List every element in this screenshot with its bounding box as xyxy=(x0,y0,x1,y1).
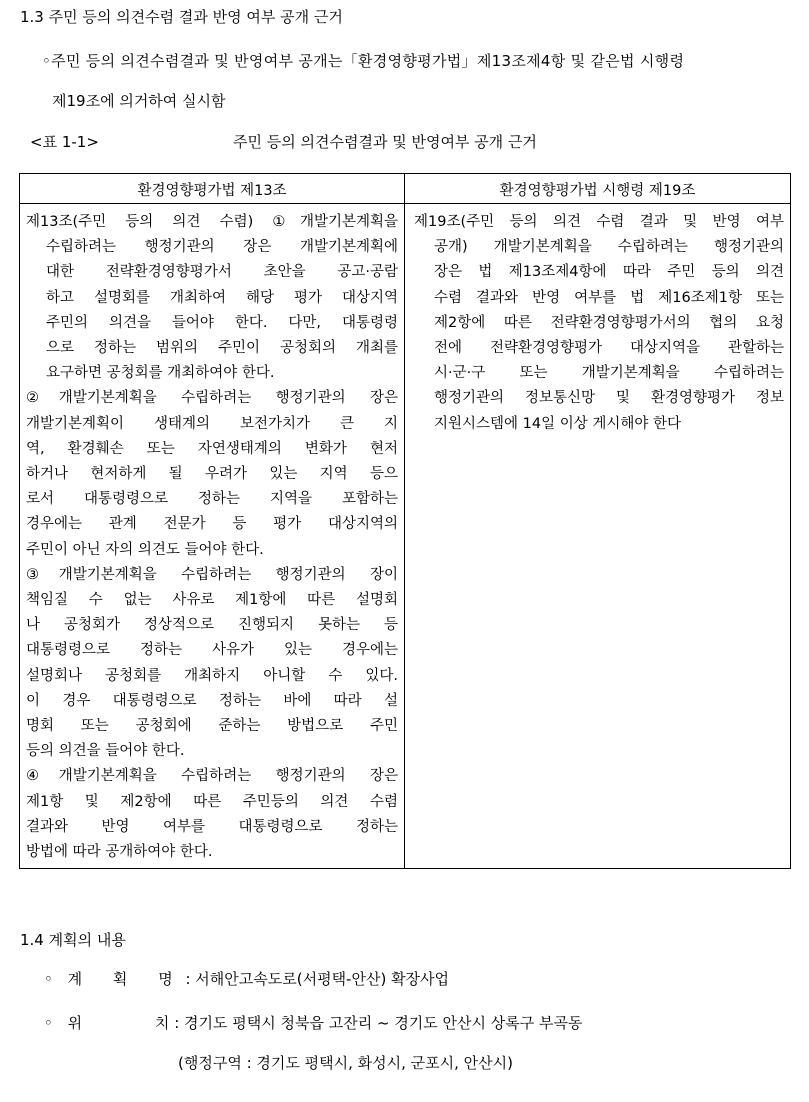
table-label: <표 1-1> xyxy=(30,133,99,151)
law-comparison-table xyxy=(19,173,791,869)
table-text-line: 제19조(주민 등의 의견 수렴 결과 및 반영 여부 xyxy=(414,214,784,230)
bullet-marker: ◦ xyxy=(44,1014,53,1032)
table-text-line: 제1항 및 제2항에 따른 주민등의 의견 수렴 xyxy=(26,793,398,810)
plan-name-label-char: 획 xyxy=(112,970,128,988)
table-text-line: 등의 의견을 들어야 한다. xyxy=(26,743,185,760)
plan-name-row xyxy=(44,968,449,989)
table-header-act-article-13: 환경영향평가법 제13조 xyxy=(137,183,287,199)
table-text-line: 전에 전략환경영향평가 대상지역을 관할하는 xyxy=(434,340,784,357)
table-text-line: 나 공청회가 정상적으로 진행되지 못하는 등 xyxy=(26,617,398,634)
table-text-line: 주민의 의견을 들어야 한다. 다만, 대통령령 xyxy=(46,314,398,331)
table-text-line: 개발기본계획이 생태계의 보전가치가 큰 지 xyxy=(26,415,398,432)
table-text-line: 으로 정하는 범위의 주민이 공청회의 개최를 xyxy=(46,340,398,357)
plan-name-value: : 서해안고속도로(서평택-안산) 확장사업 xyxy=(185,970,450,988)
table-text-line: 대통령령으로 정하는 사유가 있는 경우에는 xyxy=(26,642,398,659)
table-text-line: 행정기관의 정보통신망 및 환경영향평가 정보 xyxy=(434,390,784,407)
plan-location-row xyxy=(44,1012,583,1033)
table-column-divider xyxy=(404,174,405,868)
plan-location-label-char: 치 xyxy=(154,1014,170,1032)
table-text-line: 지원시스템에 14일 이상 게시해야 한다 xyxy=(434,415,681,432)
intro-text-line-2: 제19조에 의거하여 실시함 xyxy=(52,92,226,110)
table-text-line: 수립하려는 행정기관의 장은 개발기본계획에 xyxy=(46,239,398,256)
plan-name-label-char: 계 xyxy=(67,970,83,988)
table-text-line: 주민이 아닌 자의 의견도 들어야 한다. xyxy=(26,541,264,558)
table-text-line: 제13조(주민 등의 의견 수렴) ①개발기본계획을 xyxy=(26,214,398,230)
table-text-line: 대한 전략환경영향평가서 초안을 공고·공람 xyxy=(46,264,398,281)
section-heading-1-4: 1.4 계획의 내용 xyxy=(20,931,126,949)
plan-name-label-char: 명 xyxy=(158,970,173,988)
table-text-line: 방법에 따라 공개하여야 한다. xyxy=(26,844,213,861)
table-text-line: 하고 설명회를 개최하여 해당 평가 대상지역 xyxy=(46,289,398,306)
decree-article-19-text xyxy=(414,210,784,437)
administrative-area-note: (행정구역 : 경기도 평택시, 화성시, 군포시, 안산시) xyxy=(178,1054,513,1072)
table-text-line: ③개발기본계획을 수립하려는 행정기관의 장이 xyxy=(26,566,398,583)
table-text-line: 역, 환경훼손 또는 자연생태계의 변화가 현저 xyxy=(26,440,398,457)
table-text-line: 경우에는 관계 전문가 등 평가 대상지역의 xyxy=(26,516,398,533)
plan-location-value: : 경기도 평택시 청북읍 고잔리 ~ 경기도 안산시 상록구 부곡동 xyxy=(174,1014,583,1032)
intro-text-line-1: ◦주민 등의 의견수렴결과 및 반영여부 공개는「환경영향평가법」제13조제4항 및 같은법 시행령 xyxy=(42,52,685,70)
table-text-line: 설명회나 공청회를 개최하지 아니할 수 있다. xyxy=(26,667,398,684)
table-text-line: 로서 대통령령으로 정하는 지역을 포함하는 xyxy=(26,491,398,508)
section-heading-1-3: 1.3 주민 등의 의견수렴 결과 반영 여부 공개 근거 xyxy=(20,8,343,26)
table-header-divider xyxy=(20,203,790,204)
table-text-line: 제2항에 따른 전략환경영향평가서의 협의 요청 xyxy=(434,314,784,331)
table-text-line: 이 경우 대통령령으로 정하는 바에 따라 설 xyxy=(26,692,398,709)
plan-location-label-char: 위 xyxy=(67,1014,83,1032)
table-text-line: 결과와 반영 여부를 대통령령으로 정하는 xyxy=(26,818,398,835)
table-text-line: ④개발기본계획을 수립하려는 행정기관의 장은 xyxy=(26,768,398,785)
table-text-line: 책임질 수 없는 사유로 제1항에 따른 설명회 xyxy=(26,592,398,609)
table-text-line: 장은 법 제13조제4항에 따라 주민 등의 의견 xyxy=(434,264,784,281)
act-article-13-text xyxy=(26,210,398,865)
table-text-line: 공개) 개발기본계획을 수립하려는 행정기관의 xyxy=(434,239,784,256)
table-text-line: 명회 또는 공청회에 준하는 방법으로 주민 xyxy=(26,718,398,735)
table-header-decree-article-19: 환경영향평가법 시행령 제19조 xyxy=(499,183,696,199)
table-text-line: 하거나 현저하게 될 우려가 있는 지역 등으 xyxy=(26,466,398,483)
table-text-line: 시·군·구 또는 개발기본계획을 수립하려는 xyxy=(434,365,784,382)
table-caption: 주민 등의 의견수렴결과 및 반영여부 공개 근거 xyxy=(233,133,537,151)
table-text-line: 수렴 결과와 반영 여부를 법 제16조제1항 또는 xyxy=(434,289,784,306)
bullet-marker: ◦ xyxy=(44,970,53,988)
table-text-line: 요구하면 공청회를 개최하여야 한다. xyxy=(46,365,275,382)
table-text-line: ②개발기본계획을 수립하려는 행정기관의 장은 xyxy=(26,390,398,407)
